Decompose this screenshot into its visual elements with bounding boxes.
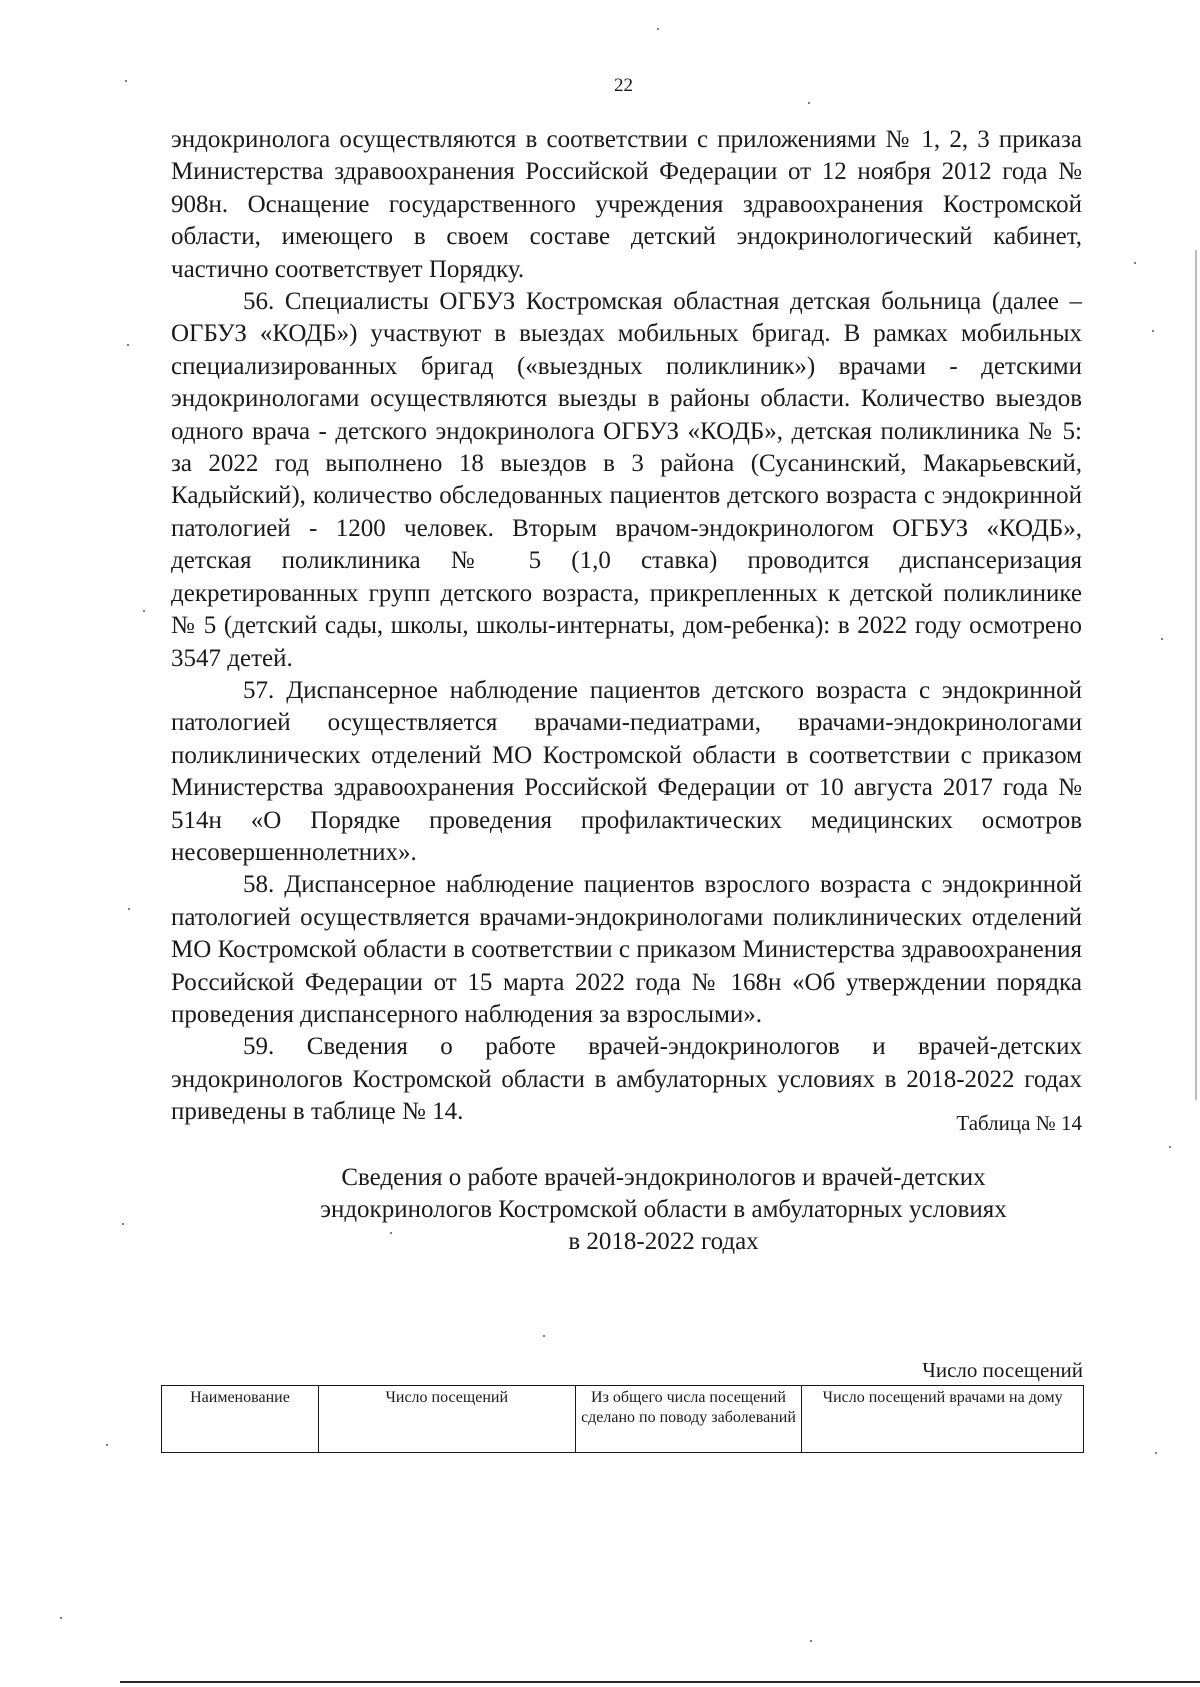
table-header-row xyxy=(162,1386,1084,1453)
header-name: Наименование xyxy=(162,1386,319,1453)
scan-speck xyxy=(1134,262,1136,264)
paragraph-57: 57. Диспансерное наблюдение пациентов детского возраста с эндокринной патологией осуществляется врачами-педиатрами, врачами-эндокринологами поликлинических отделений МО Костромской области в соответствии с приказом Министерства здравоохранения Российской Федерации от 10 августа 2017 года № 514н «О Порядке проведения профилактических медицинских осмотров несовершеннолетних». xyxy=(171,676,1082,866)
table-title-line: в 2018-2022 годах xyxy=(568,1228,759,1255)
body-text xyxy=(171,124,1082,1129)
scan-speck xyxy=(128,908,130,910)
scan-speck xyxy=(390,1232,392,1234)
table-caption: Таблица № 14 xyxy=(956,1111,1082,1135)
page-number: 22 xyxy=(614,75,633,96)
header-home-visits: Число посещений врачами на дому xyxy=(802,1386,1084,1453)
paragraph-59: 59. Сведения о работе врачей-эндокринологов и врачей-детских эндокринологов Костромской области в амбулаторных условиях в 2018-2022 годах приведены в таблице № 14. xyxy=(171,1033,1082,1126)
header-visits: Число посещений xyxy=(318,1386,575,1453)
scan-edge xyxy=(1195,250,1197,1100)
scan-speck xyxy=(1169,1146,1171,1148)
scan-speck xyxy=(808,102,810,104)
scan-speck xyxy=(1155,1452,1157,1454)
table-title xyxy=(220,1162,1107,1258)
data-table xyxy=(161,1385,1084,1453)
table-title-line: Сведения о работе врачей-эндокринологов и врачей-детских xyxy=(341,1164,986,1191)
scan-speck xyxy=(106,1444,108,1446)
scan-speck xyxy=(1152,330,1154,332)
scan-speck xyxy=(143,610,145,612)
scan-speck xyxy=(810,1640,812,1642)
scan-speck xyxy=(127,344,129,346)
paragraph-58: 58. Диспансерное наблюдение пациентов взрослого возраста с эндокринной патологией осуществляется врачами-эндокринологами поликлинических отделений МО Костромской области в соответствии с приказом Министерства здравоохранения Российской Федерации от 15 марта 2022 года № 168н «Об утверждении порядка проведения диспансерного наблюдения за взрослыми». xyxy=(171,871,1082,1028)
scan-speck xyxy=(122,1223,124,1225)
scan-speck xyxy=(657,28,659,30)
scan-speck xyxy=(125,80,127,82)
scan-speck xyxy=(60,1617,62,1619)
table-unit-label: Число посещений xyxy=(922,1358,1083,1382)
header-disease-visits: Из общего числа посещений сделано по поводу заболеваний xyxy=(575,1386,802,1453)
scan-bottom-rule xyxy=(120,1681,1200,1683)
scan-speck xyxy=(543,1335,545,1337)
paragraph-continuation: эндокринолога осуществляются в соответствии с приложениями № 1, 2, 3 приказа Министерства здравоохранения Российской Федерации от 12 ноября 2012 года № 908н. Оснащение государственного учреждения здравоохранения Костромской области, имеющего в своем составе детский эндокринологический кабинет, частично соответствует Порядку. xyxy=(171,126,1082,283)
table-title-line: эндокринологов Костромской области в амбулаторных условиях xyxy=(320,1196,1007,1223)
paragraph-56: 56. Специалисты ОГБУЗ Костромская областная детская больница (далее – ОГБУЗ «КОДБ») участвуют в выездах мобильных бригад. В рамках мобильных специализированных бригад («выездных поликлиник») врачами - детскими эндокринологами осуществляются выезды в районы области. Количество выездов одного врача - детского эндокринолога ОГБУЗ «КОДБ», детская поликлиника № 5: за 2022 год выполнено 18 выездов в 3 района (Сусанинский, Макарьевский, Кадыйский), количество обследованных пациентов детского возраста с эндокринной патологией - 1200 человек. Вторым врачом-эндокринологом ОГБУЗ «КОДБ», детская поликлиника № 5 (1,0 ставка) проводится диспансеризация декретированных групп детского возраста, прикрепленных к детской поликлинике № 5 (детский сады, школы, школы-интернаты, дом-ребенка): в 2022 году осмотрено 3547 детей. xyxy=(171,288,1082,672)
scan-speck xyxy=(1161,638,1163,640)
